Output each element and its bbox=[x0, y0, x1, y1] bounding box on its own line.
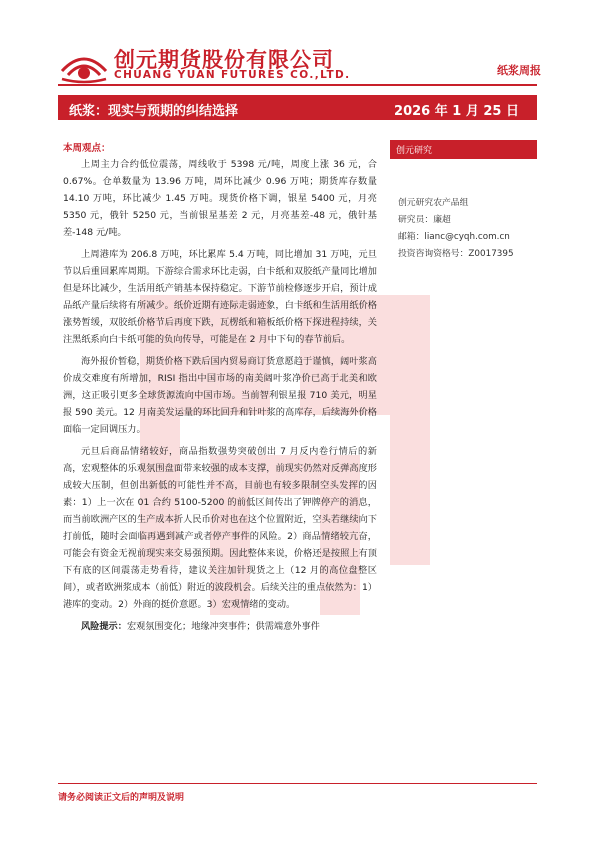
footer-divider bbox=[58, 783, 537, 784]
section-title: 本周观点： bbox=[63, 143, 111, 154]
paragraph-overseas-quotes: 海外报价暂稳，期货价格下跌后国内贸易商订货意愿趋于谨慎，阔叶浆高价成交难度有所增加，RISI 指出中国市场的南美阔叶浆净价已高于北美和欧洲，这正吸引更多全球货源流向中国市场。当前智利银星报 710 美元，明星报 590 美元。12 月南美发运量的环比回升和针叶浆的高库存，后续海外价格面临一定回调压力。 bbox=[63, 356, 377, 435]
sidebar-researcher: 研究员：廉超 bbox=[398, 215, 451, 225]
sidebar bbox=[390, 140, 537, 263]
paragraph-futures-summary: 上周主力合约低位震荡，周线收于 5398 元/吨，周度上涨 36 元，合 0.67%。仓单数量为 13.96 万吨，周环比减少 0.96 万吨；期货库存数量 14.10 万吨，环比减少 1.45 万吨。现货价格下调，银星 5400 元，月亮 5350 元，俄针 5250 元，当前银星基差 2 元，月亮基差-48 元，俄针基差-148 元/吨。 bbox=[63, 159, 377, 238]
company-name-cn: 创元期货股份有限公司 bbox=[114, 48, 334, 72]
risk-warning bbox=[63, 618, 377, 635]
company-name-en: CHUANG YUAN FUTURES CO.,LTD. bbox=[114, 69, 351, 81]
main-content bbox=[63, 156, 377, 635]
report-type-label: 纸浆周报 bbox=[497, 64, 541, 77]
footer-disclaimer: 请务必阅读正文后的声明及说明 bbox=[58, 793, 185, 803]
report-date: 2026 年 1 月 25 日 bbox=[394, 104, 519, 119]
sidebar-email[interactable]: 邮箱：lianc@cyqh.com.cn bbox=[398, 232, 510, 242]
company-logo-icon bbox=[58, 45, 110, 85]
risk-text: 宏观氛围变化；地缘冲突事件；供需端意外事件 bbox=[126, 621, 320, 632]
title-bar bbox=[58, 95, 537, 120]
sidebar-heading: 创元研究 bbox=[390, 140, 537, 159]
paragraph-port-inventory: 上周港库为 206.8 万吨，环比累库 5.4 万吨，同比增加 31 万吨，元旦节以后重回累库周期。下游综合需求环比走弱，白卡纸和双胶纸产量同比增加但是环比减少，生活用纸产销基本保持稳定。下游节前检修逐步开启，预计成品纸产量后续将有所减少。纸价近期有迹际走弱迹象，白卡纸和生活用纸价格涨势暂缓，双胶纸价格节后再度下跌，瓦楞纸和箱板纸价格下探进程持续，关注黑纸系向白卡纸可能的负向传导，可能是在 2 月中下旬的春节前后。 bbox=[63, 249, 377, 345]
sidebar-group-name: 创元研究农产品组 bbox=[398, 198, 469, 208]
risk-label: 风险提示： bbox=[81, 621, 127, 632]
paragraph-outlook: 元旦后商品情绪较好，商品指数强势突破创出 7 月反内卷行情后的新高，宏观整体的乐观氛围盘面带来较强的成本支撑，前现实仍然对反弹高度形成较大压制，但创出新低的可能性并不高，目前也有较多限制空头发挥的因素：1）上一次在 01 合约 5100-5200 的前低区间传出了钾牌停产的消息，而当前欧洲产区的生产成本折人民币价对也在这个位置附近，空头若继续向下打前低，随时会面临再遇到减产或者停产事件的风险。2）商品情绪较亢奋，可能会有资金无视前现实来交易强预期。因此整体来说，价格还是按照上有顶下有底的区间震荡走势看待，建议关注加针现货之上（12 月的高位盘整区间），或者欧洲浆成本（前低）附近的波段机会。后续关注的重点依然为：1）港库的变动。2）外商的挺价意愿。3）宏观情绪的变动。 bbox=[63, 446, 377, 610]
report-title: 纸浆：现实与预期的纠结选择 bbox=[69, 104, 239, 119]
sidebar-license: 投资咨询资格号：Z0017395 bbox=[398, 249, 514, 259]
header-divider bbox=[58, 84, 537, 86]
